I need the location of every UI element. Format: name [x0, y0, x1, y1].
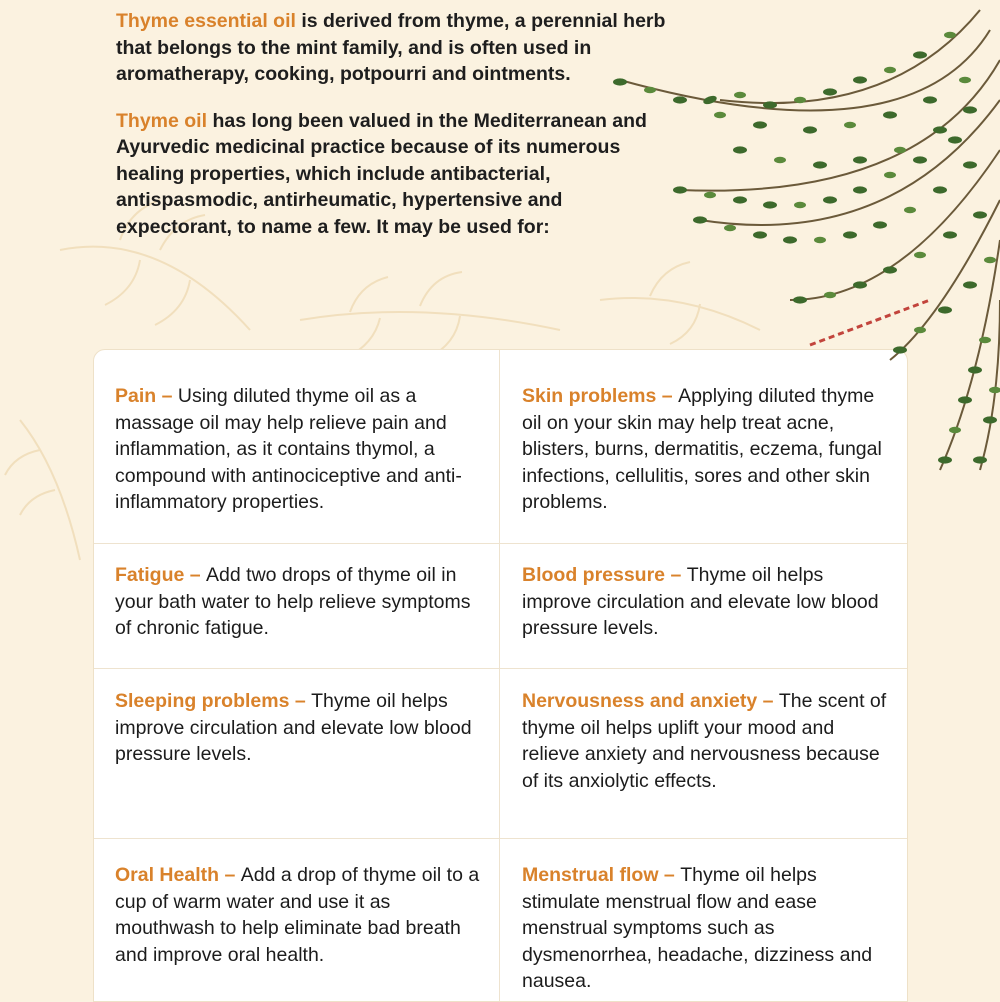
use-term: Sleeping problems: [115, 690, 290, 712]
column-divider: [499, 350, 500, 1001]
use-text: Add two drops of thyme oil in your bath water to help relieve symptoms of chronic fatigue.: [115, 564, 471, 639]
use-item-menstrual-flow: [522, 862, 892, 995]
use-term: Fatigue: [115, 564, 185, 586]
row-divider: [94, 668, 907, 669]
intro-highlight-1: Thyme essential oil: [116, 10, 296, 32]
use-term: Oral Health: [115, 864, 220, 886]
use-item-nervousness-anxiety: [522, 688, 892, 794]
use-term: Skin problems: [522, 385, 657, 407]
use-dash: –: [658, 864, 681, 886]
use-term: Blood pressure: [522, 564, 666, 586]
use-dash: –: [219, 864, 241, 886]
use-item-fatigue: [115, 562, 485, 642]
thyme-sprig-image: [560, 0, 1000, 520]
use-term: Nervousness and anxiety: [522, 690, 758, 712]
use-text: Thyme oil helps stimulate menstrual flow and ease menstrual symptoms such as dysmenorrhea, headache, dizziness and nausea.: [522, 864, 873, 992]
row-divider: [94, 543, 907, 544]
use-dash: –: [757, 690, 779, 712]
use-dash: –: [665, 564, 687, 586]
intro-text-2: has long been valued in the Mediterranean and Ayurvedic medicinal practice because of its numerous healing properties, which include antibacterial, antispasmodic, antirheumatic, hypertensive and expectorant, to name a few. It may be used for:: [116, 109, 647, 238]
use-dash: –: [156, 385, 178, 407]
use-text: Thyme oil helps improve circulation and elevate low blood pressure levels.: [522, 564, 879, 639]
intro-text-1: is derived from thyme, a perennial herb that belongs to the mint family, and is often used in aromatherapy, cooking, potpourri and ointments.: [116, 10, 666, 85]
use-item-sleeping-problems: [115, 688, 485, 768]
use-item-oral-health: [115, 862, 485, 968]
use-item-pain: [115, 383, 485, 516]
use-text: Applying diluted thyme oil on your skin may help treat acne, blisters, burns, dermatitis, eczema, fungal infections, cellulitis, sores and other skin problems.: [522, 385, 882, 513]
intro-highlight-2: Thyme oil: [116, 109, 208, 132]
use-item-blood-pressure: [522, 562, 892, 642]
use-dash: –: [656, 385, 679, 407]
use-text: Using diluted thyme oil as a massage oil may help relieve pain and inflammation, as it contains thymol, a compound with antinociceptive and anti-inflammatory properties.: [115, 385, 462, 513]
use-text: The scent of thyme oil helps uplift your mood and relieve anxiety and nervousness because of its anxiolytic effects.: [522, 690, 887, 792]
row-divider: [94, 838, 907, 839]
use-term: Menstrual flow: [522, 864, 659, 886]
use-dash: –: [184, 564, 207, 586]
use-text: Add a drop of thyme oil to a cup of warm water and use it as mouthwash to help eliminate bad breath and improve oral health.: [115, 864, 480, 966]
use-dash: –: [289, 690, 312, 712]
use-term: Pain: [115, 385, 157, 407]
use-text: Thyme oil helps improve circulation and elevate low blood pressure levels.: [115, 690, 472, 765]
